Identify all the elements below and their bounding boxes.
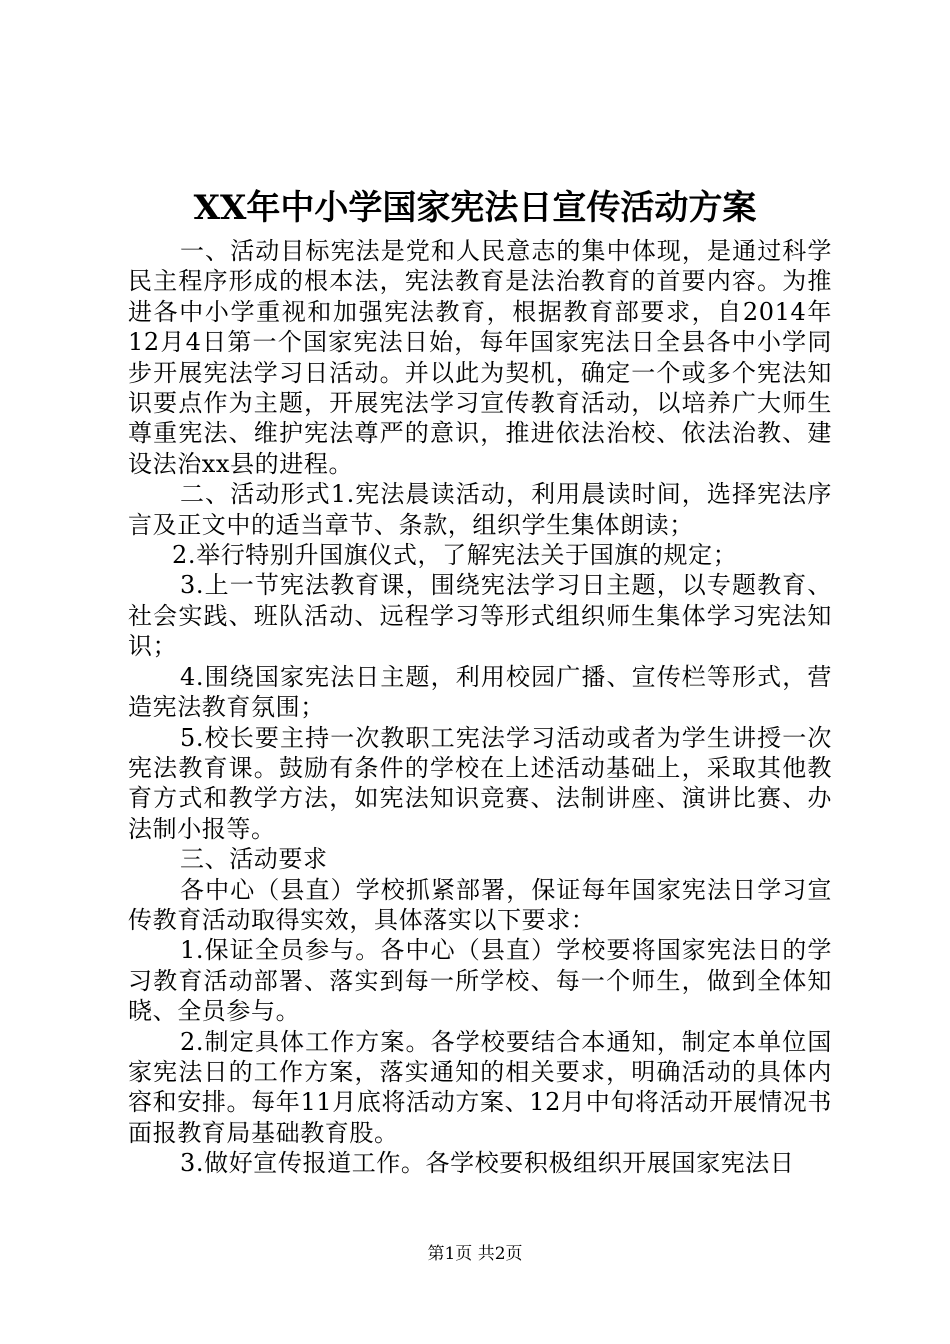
document-title: XX年中小学国家宪法日宣传活动方案 bbox=[193, 188, 757, 228]
page-footer: 第1页 共2页 bbox=[427, 1244, 523, 1264]
paragraph-flag-ceremony: 2.举行特别升国旗仪式，了解宪法关于国旗的规定； bbox=[172, 541, 738, 570]
paragraph-full-participation: 1.保证全员参与。各中心（县直）学校要将国家宪法日的学习教育活动部署、落实到每一所学校、每一个师生，做到全体知晓、全员参与。 bbox=[128, 936, 832, 1026]
paragraph-constitution-lesson: 3.上一节宪法教育课，围绕宪法学习日主题，以专题教育、社会实践、班队活动、远程学习等形式组织师生集体学习宪法知识； bbox=[128, 571, 832, 661]
paragraph-work-plan: 2.制定具体工作方案。各学校要结合本通知，制定本单位国家宪法日的工作方案，落实通知的相关要求，明确活动的具体内容和安排。每年11月底将活动方案、12月中旬将活动开展情况书面报教育局基础教育股。 bbox=[128, 1027, 832, 1147]
paragraph-campus-broadcast: 4.围绕国家宪法日主题，利用校园广播、宣传栏等形式，营造宪法教育氛围； bbox=[128, 662, 832, 722]
paragraph-activity-goal: 一、活动目标宪法是党和人民意志的集中体现，是通过科学民主程序形成的根本法，宪法教育是法治教育的首要内容。为推进各中小学重视和加强宪法教育，根据教育部要求，自2014年12月4日第一个国家宪法日始，每年国家宪法日全县各中小学同步开展宪法学习日活动。并以此为契机，确定一个或多个宪法知识要点作为主题，开展宪法学习宣传教育活动，以培养广大师生尊重宪法、维护宪法尊严的意识，推进依法治校、依法治教、建设法治xx县的进程。 bbox=[128, 237, 832, 478]
paragraph-requirements-intro: 各中心（县直）学校抓紧部署，保证每年国家宪法日学习宣传教育活动取得实效，具体落实以下要求： bbox=[128, 875, 832, 934]
document-body bbox=[128, 236, 832, 1179]
paragraph-principal-lecture: 5.校长要主持一次教职工宪法学习活动或者为学生讲授一次宪法教育课。鼓励有条件的学校在上述活动基础上，采取其他教育方式和教学方法，如宪法知识竞赛、法制讲座、演讲比赛、办法制小报等。 bbox=[128, 723, 832, 843]
paragraph-publicity: 3.做好宣传报道工作。各学校要积极组织开展国家宪法日 bbox=[180, 1149, 795, 1178]
paragraph-activity-requirements-heading: 三、活动要求 bbox=[180, 845, 328, 874]
paragraph-activity-form: 二、活动形式1.宪法晨读活动，利用晨读时间，选择宪法序言及正文中的适当章节、条款，组织学生集体朗读； bbox=[128, 480, 832, 539]
